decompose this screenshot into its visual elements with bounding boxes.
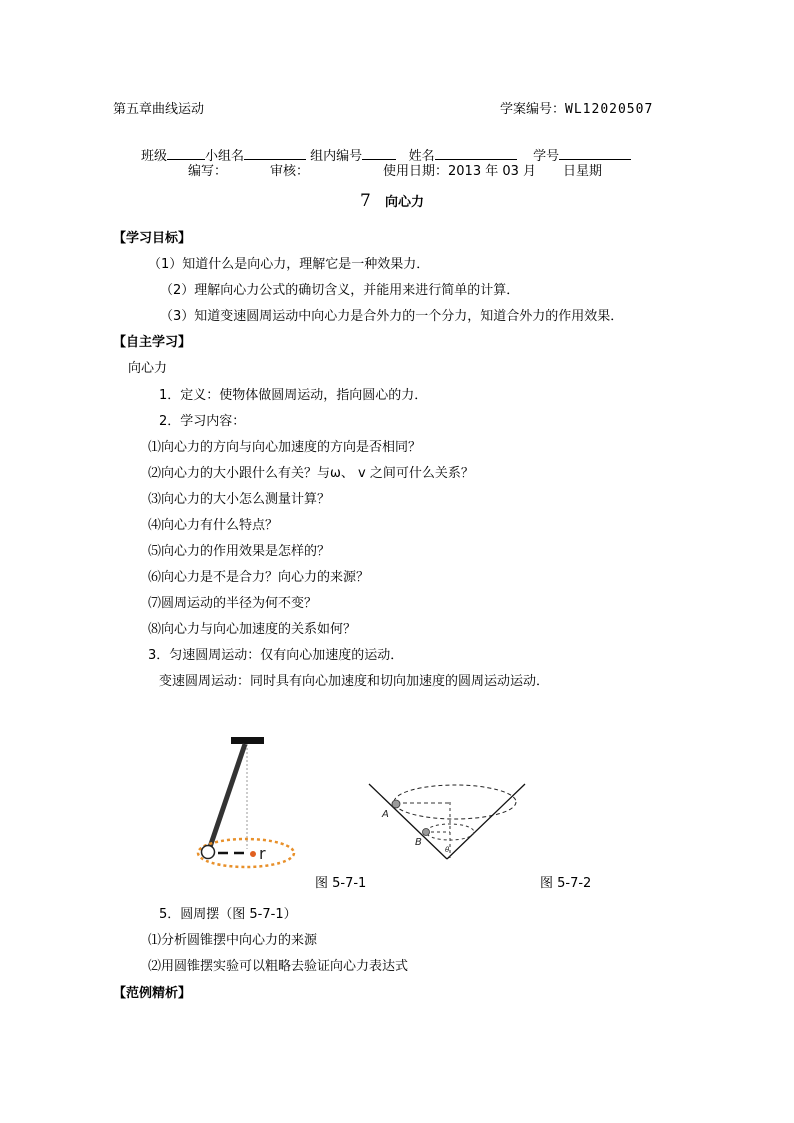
figure-1-caption: 图 5-7-1	[315, 876, 367, 891]
label-b: B	[415, 837, 422, 848]
self-study-heading: 【自主学习】	[113, 335, 192, 350]
review-label: 审核：	[270, 164, 310, 179]
label-a: A	[382, 809, 389, 820]
question-5: ⑸向心力的作用效果是怎样的？	[148, 544, 331, 559]
ball-a	[392, 800, 400, 808]
cone-left-wall	[369, 784, 447, 859]
author-label: 编写：	[188, 164, 228, 179]
plan-code	[500, 103, 653, 116]
topic-label: 向心力	[128, 361, 168, 376]
variable-motion: 变速圆周运动：同时具有向心加速度和切向加速度的圆周运动运动．	[159, 674, 550, 689]
cone-rim-ellipse	[394, 785, 516, 819]
figure-cone	[365, 772, 535, 862]
orbit-center	[250, 851, 256, 857]
name-blank[interactable]	[435, 146, 517, 160]
pendulum-heading: 5．圆周摆（图 5-7-1）	[159, 907, 297, 922]
student-no-label: 学号	[533, 149, 560, 164]
question-8: ⑻向心力与向心加速度的关系如何？	[148, 622, 357, 637]
figure-conical-pendulum	[195, 732, 315, 877]
group-name-blank[interactable]	[244, 146, 306, 160]
student-no-blank[interactable]	[559, 146, 631, 160]
content-label: 2．学习内容：	[159, 414, 246, 429]
lesson-number: 7	[360, 191, 371, 211]
objective-item-1: （1）知道什么是向心力，理解它是一种效果力．	[148, 257, 430, 272]
student-info-row	[141, 146, 631, 163]
figure-2-caption: 图 5-7-2	[540, 876, 592, 891]
plan-code-value: WL12020507	[565, 102, 654, 117]
question-6: ⑹向心力是不是合力？向心力的来源？	[148, 570, 370, 585]
chapter-title: 第五章曲线运动	[113, 102, 205, 117]
uniform-motion: 3．匀速圆周运动：仅有向心加速度的运动．	[148, 648, 404, 663]
group-no-label: 组内编号	[310, 149, 363, 164]
pendulum-item-1: ⑴分析圆锥摆中向心力的来源	[148, 933, 318, 948]
ball-b	[423, 829, 430, 836]
group-no-blank[interactable]	[362, 146, 396, 160]
class-label: 班级	[141, 149, 168, 164]
weekday-label: 日星期	[563, 164, 603, 179]
examples-heading: 【范例精析】	[113, 986, 192, 1001]
lesson-title	[360, 193, 424, 210]
cone-right-wall	[447, 784, 525, 859]
name-label: 姓名	[408, 149, 435, 164]
pendulum-support	[231, 737, 264, 744]
question-3: ⑶向心力的大小怎么测量计算？	[148, 492, 331, 507]
lesson-name: 向心力	[384, 195, 424, 210]
question-7: ⑺圆周运动的半径为何不变？	[148, 596, 318, 611]
pendulum-string	[210, 744, 245, 847]
question-4: ⑷向心力有什么特点？	[148, 518, 279, 533]
label-theta: θ	[445, 846, 450, 854]
question-1: ⑴向心力的方向与向心加速度的方向是否相同？	[148, 440, 422, 455]
definition: 1．定义：使物体做圆周运动，指向圆心的力．	[159, 388, 428, 403]
group-name-label: 小组名	[205, 149, 245, 164]
objectives-heading: 【学习目标】	[113, 231, 192, 246]
question-2: ⑵向心力的大小跟什么有关？与ω、 v 之间可什么关系？	[148, 466, 474, 481]
date-label: 使用日期：2013 年 03 月	[383, 164, 537, 179]
pendulum-bob	[202, 846, 215, 859]
class-blank[interactable]	[167, 146, 205, 160]
objective-item-3: （3）知道变速圆周运动中向心力是合外力的一个分力，知道合外力的作用效果．	[160, 309, 624, 324]
plan-code-label: 学案编号：	[500, 102, 566, 117]
pendulum-item-2: ⑵用圆锥摆实验可以粗略去验证向心力表达式	[148, 959, 409, 974]
radius-label: r	[259, 844, 266, 863]
objective-item-2: （2）理解向心力公式的确切含义，并能用来进行简单的计算．	[160, 283, 520, 298]
